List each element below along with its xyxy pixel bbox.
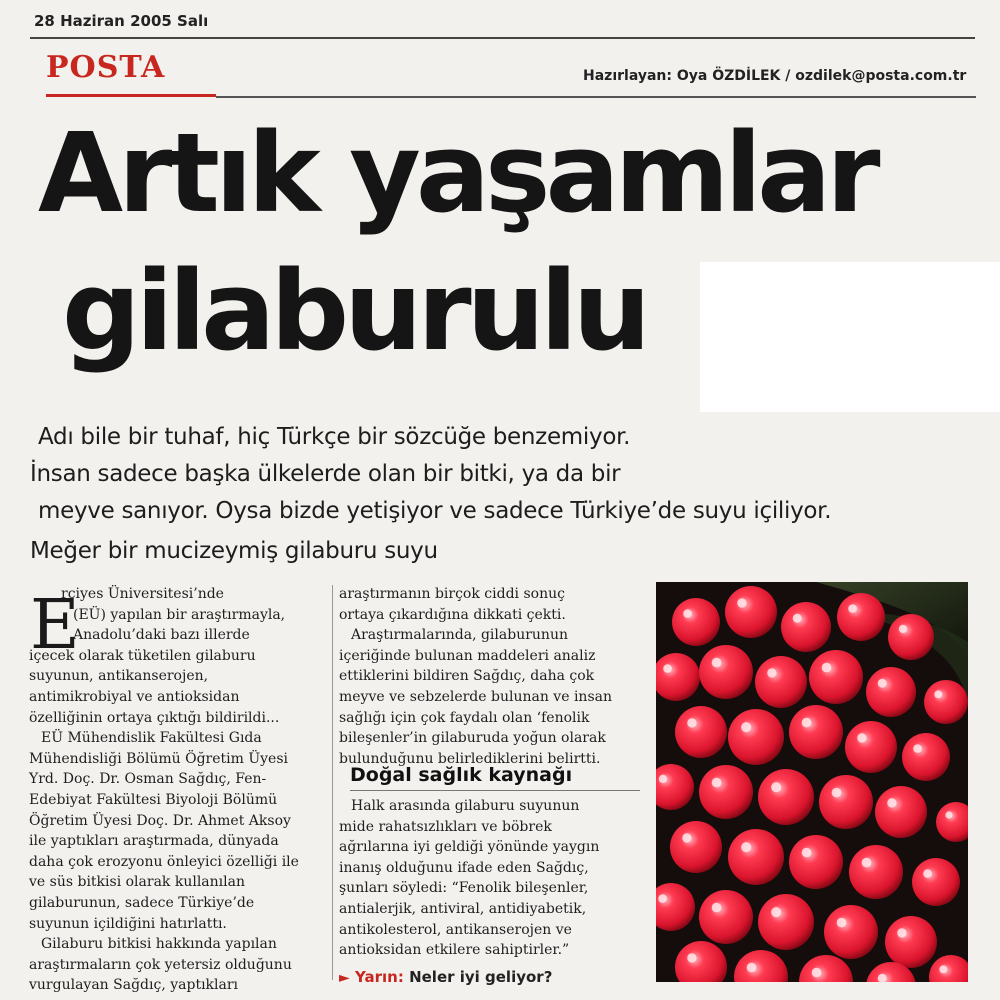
- body-column-2: [339, 584, 654, 769]
- body-line: meyve ve sebzelerde bulunan ve insan: [339, 688, 612, 705]
- berry: [819, 775, 873, 829]
- body-line: rciyes Üniversitesi’nde: [61, 586, 224, 602]
- berry-highlight: [712, 778, 722, 788]
- berry-highlight: [878, 679, 887, 688]
- berry-highlight: [862, 858, 872, 868]
- berry-highlight: [771, 907, 781, 917]
- berry: [725, 586, 777, 638]
- gilaburu-berries-icon: [656, 582, 968, 982]
- headline-line-1: Artık yaşamlar: [38, 109, 876, 237]
- body-line: antioksidan etkilere sahiptirler.”: [339, 942, 570, 959]
- berry: [728, 829, 784, 885]
- berry: [758, 894, 814, 950]
- berry-highlight: [771, 782, 781, 792]
- body-line: içeriğinde bulunan maddeleri analiz: [339, 647, 596, 664]
- berry: [912, 858, 960, 906]
- body-line: Mühendisliği Bölümü Öğretim Üyesi: [29, 750, 288, 767]
- berry-highlight: [659, 775, 667, 783]
- next-issue-teaser: [339, 968, 552, 986]
- berry: [728, 709, 784, 765]
- deck-line-4: Meğer bir mucizeymiş gilaburu suyu: [30, 538, 438, 564]
- berry-highlight: [737, 598, 746, 607]
- berry-highlight: [682, 833, 691, 842]
- body-line: ile yaptıkları araştırmada, dünyada: [29, 833, 279, 850]
- drop-cap: E: [30, 586, 80, 665]
- body-line: bileşenler’in gilaburuda yoğun olarak: [339, 730, 606, 747]
- body-line: gilaburunun, sadece Türkiye’de: [29, 894, 255, 911]
- berry-highlight: [822, 663, 832, 673]
- body-line: vurgulayan Sağdıç, yaptıkları: [29, 977, 239, 994]
- berry: [837, 593, 885, 641]
- berry: [809, 650, 863, 704]
- body-line: ağrılarına iyi geldiği yönünde yaygın: [339, 839, 600, 856]
- berry: [845, 721, 897, 773]
- deck-line-3: meyve sanıyor. Oysa bizde yetişiyor ve sadece Türkiye’de suyu içiliyor.: [38, 498, 832, 524]
- berry-highlight: [899, 625, 907, 633]
- body-line: araştırmaların çok yetersiz olduğunu: [29, 956, 292, 973]
- berry: [781, 602, 831, 652]
- berry-highlight: [913, 744, 922, 753]
- body-line: Halk arasında gilaburu suyunun: [351, 798, 580, 814]
- berry: [924, 680, 968, 724]
- berry-highlight: [837, 918, 847, 928]
- berry-highlight: [802, 848, 812, 858]
- body-line: Edebiyat Fakültesi Biyoloji Bölümü: [29, 791, 278, 808]
- header-divider: [216, 96, 976, 98]
- berries-photo: [656, 582, 968, 982]
- teaser-text: Neler iyi geliyor?: [409, 968, 553, 986]
- subheading-rule: [350, 790, 640, 791]
- berry: [824, 905, 878, 959]
- subheading: Doğal sağlık kaynağı: [350, 764, 573, 786]
- newspaper-logo: POSTA: [46, 50, 166, 85]
- body-line: sağlığı için çok faydalı olan ‘fenolik: [339, 709, 590, 726]
- berry: [672, 598, 720, 646]
- logo-underline: [46, 94, 216, 97]
- deck-line-1: Adı bile bir tuhaf, hiç Türkçe bir sözcüğe benzemiyor.: [38, 424, 631, 450]
- berry-highlight: [663, 664, 672, 673]
- berry-highlight: [687, 718, 696, 727]
- berry: [789, 705, 843, 759]
- body-line: antikolesterol, antikanserojen ve: [339, 921, 572, 938]
- body-line: suyunun, antikanserojen,: [29, 668, 209, 685]
- body-column-1: [29, 584, 329, 996]
- berry-highlight: [934, 690, 942, 698]
- deck-line-2: İnsan sadece başka ülkelerde olan bir bitki, ya da bir: [30, 461, 621, 487]
- berry: [755, 656, 807, 708]
- berry-highlight: [848, 604, 857, 613]
- teaser-label: Yarın:: [355, 968, 404, 986]
- berry: [699, 890, 753, 944]
- body-line: Araştırmalarında, gilaburunun: [351, 627, 568, 644]
- berry-highlight: [812, 968, 822, 978]
- body-line: özelliğinin ortaya çıktığı bildirildi...: [29, 709, 280, 726]
- berry: [902, 733, 950, 781]
- berry: [875, 786, 927, 838]
- body-line: Öğretim Üyesi Doç. Dr. Ahmet Aksoy: [29, 812, 291, 829]
- berry-highlight: [658, 894, 667, 903]
- berry: [866, 667, 916, 717]
- body-line: EÜ Mühendislik Fakültesi Gıda: [41, 730, 262, 747]
- body-line: Yrd. Doç. Dr. Osman Sağdıç, Fen-: [29, 771, 267, 788]
- body-line: suyunun içildiğini hatırlattı.: [29, 915, 227, 932]
- body-line: inanış olduğunu ifade eden Sağdıç,: [339, 859, 589, 876]
- berry-highlight: [832, 788, 842, 798]
- berry: [849, 845, 903, 899]
- berry-highlight: [923, 869, 932, 878]
- byline: Hazırlayan: Oya ÖZDİLEK / ozdilek@posta.com.tr: [583, 68, 967, 84]
- berry-highlight: [857, 733, 866, 742]
- berry: [888, 614, 934, 660]
- berry-highlight: [793, 614, 802, 623]
- berry-highlight: [683, 609, 692, 618]
- body-line: Anadolu’daki bazı illerde: [73, 627, 250, 644]
- column-divider: [332, 585, 333, 980]
- issue-date: 28 Haziran 2005 Salı: [34, 12, 209, 30]
- berry-highlight: [887, 798, 896, 807]
- body-line: şunları söyledi: “Fenolik bileşenler,: [339, 880, 589, 897]
- body-line: araştırmanın birçok ciddi sonuç: [339, 586, 565, 602]
- berry-highlight: [802, 718, 812, 728]
- arrow-icon: ►: [339, 970, 350, 986]
- body-line: mide rahatsızlıkları ve böbrek: [339, 818, 552, 835]
- headline-line-2: gilaburulu: [62, 247, 647, 375]
- berry-highlight: [939, 965, 947, 973]
- body-line: ettiklerini bildiren Sağdıç, daha çok: [339, 668, 595, 685]
- body-line: antialerjik, antiviral, antidiyabetik,: [339, 900, 587, 917]
- body-line: daha çok erozyonu önleyici özelliği ile: [29, 853, 299, 870]
- body-line: Gilaburu bitkisi hakkında yapılan: [41, 936, 277, 953]
- berry-highlight: [767, 668, 776, 677]
- berry: [885, 916, 937, 968]
- berry-highlight: [747, 963, 757, 973]
- body-line: ortaya çıkardığına dikkati çekti.: [339, 606, 566, 623]
- berry-highlight: [712, 903, 722, 913]
- berry-highlight: [741, 722, 751, 732]
- berry: [789, 835, 843, 889]
- berry-highlight: [897, 928, 906, 937]
- berry-highlight: [687, 953, 696, 962]
- body-line: bulunduğunu belirlediklerini belirtti.: [339, 750, 601, 767]
- body-line: içecek olarak tüketilen gilaburu: [29, 647, 256, 664]
- berry-highlight: [741, 842, 751, 852]
- berry-highlight: [712, 658, 722, 668]
- berry: [699, 765, 753, 819]
- berry-highlight: [945, 811, 952, 818]
- body-column-2-continued: [339, 796, 654, 961]
- body-line: ve süs bitkisi olarak kullanılan: [29, 874, 245, 891]
- berry: [670, 821, 722, 873]
- torn-paper-edge: [700, 262, 1000, 412]
- body-line: antimikrobiyal ve antioksidan: [29, 688, 240, 705]
- top-divider: [30, 37, 975, 39]
- berry: [758, 769, 814, 825]
- body-line: (EÜ) yapılan bir araştırmayla,: [73, 606, 286, 623]
- berry: [699, 645, 753, 699]
- berry: [675, 706, 727, 758]
